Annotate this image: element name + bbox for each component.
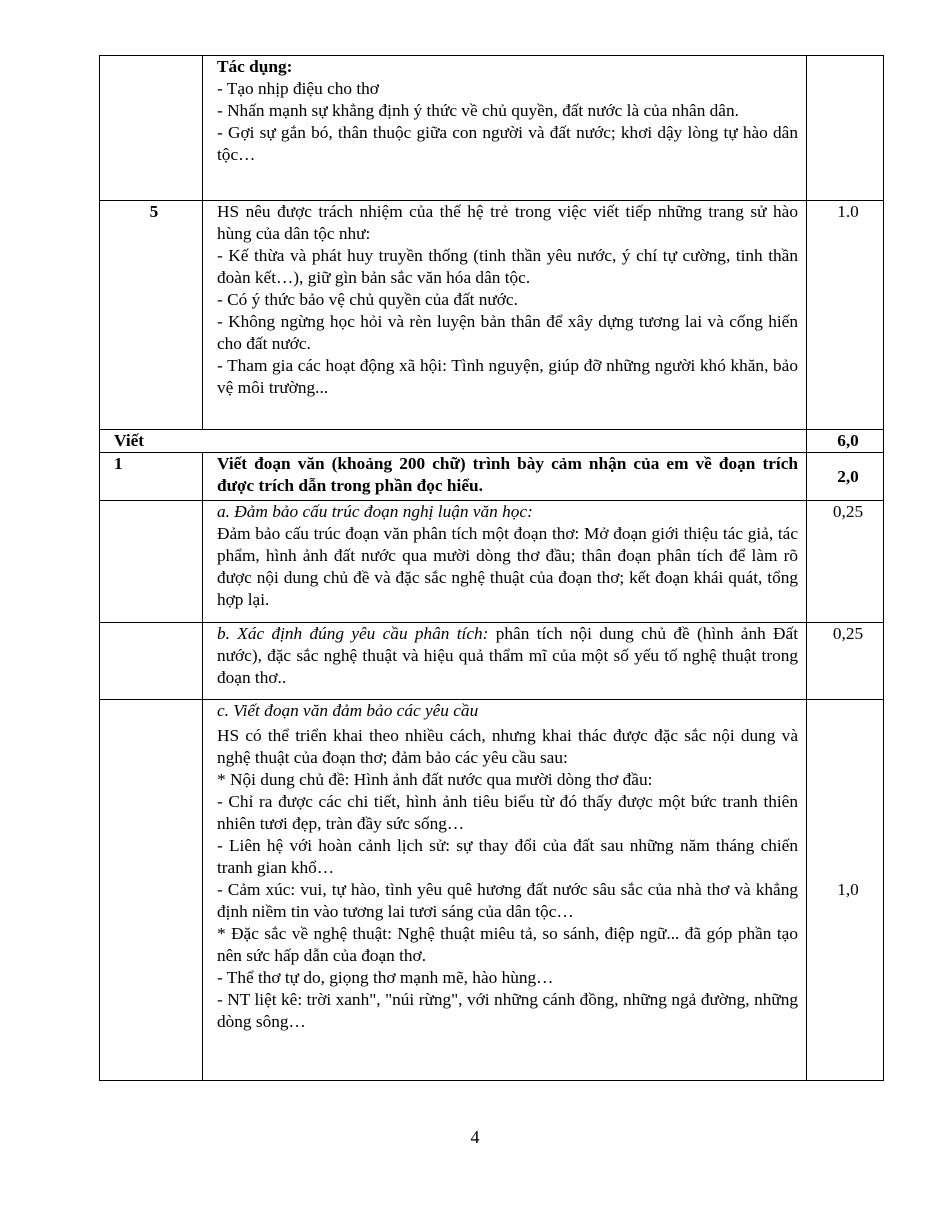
- criterion-cell: [203, 501, 807, 623]
- section-score: 6,0: [807, 430, 884, 453]
- criterion-cell: [203, 700, 807, 1081]
- criterion-b-title: b. Xác định đúng yêu cầu phân tích:: [217, 624, 489, 643]
- table-row-criterion-b: [100, 623, 884, 700]
- table-row-tac-dung: [100, 56, 884, 201]
- criterion-a-text: Đảm bảo cấu trúc đoạn văn phân tích một đoạn thơ: Mở đoạn giới thiệu tác giả, tác phẩm, hình ảnh đất nước qua mười dòng thơ đầu; thân đoạn phân tích để làm rõ được nội dung chủ đề và đặc sắc nghệ thuật của đoạn thơ; kết đoạn khái quát, tổng hợp lại.: [217, 524, 798, 609]
- empty-cell: [100, 501, 203, 623]
- criterion-c-line: * Nội dung chủ đề: Hình ảnh đất nước qua mười dòng thơ đầu:: [217, 770, 653, 789]
- table-row-question-1: [100, 453, 884, 501]
- q5-line: - Có ý thức bảo vệ chủ quyền của đất nước.: [217, 290, 518, 309]
- answer-key-table: [99, 55, 884, 1081]
- tac-dung-heading: Tác dụng:: [217, 57, 293, 76]
- tac-dung-line: - Tạo nhịp điệu cho thơ: [217, 79, 379, 98]
- answer-cell: [203, 56, 807, 201]
- criterion-b-text: phân tích nội dung chủ đề (hình ảnh Đất nước), đặc sắc nghệ thuật và hiệu quả thẩm mĩ của một số yếu tố nghệ thuật trong đoạn thơ..: [217, 624, 798, 687]
- tac-dung-line: - Gợi sự gắn bó, thân thuộc giữa con người và đất nước; khơi dậy lòng tự hào dân tộc…: [217, 123, 798, 164]
- criterion-c-line: - NT liệt kê: trời xanh", "núi rừng", với những cánh đồng, những ngả đường, những dòng sông…: [217, 990, 798, 1031]
- answer-cell: [203, 201, 807, 430]
- table-row-criterion-c: [100, 700, 884, 1081]
- score-cell: [807, 56, 884, 201]
- score: 1.0: [807, 201, 884, 430]
- criterion-c-line: * Đặc sắc về nghệ thuật: Nghệ thuật miêu tả, so sánh, điệp ngữ... đã góp phần tạo nên sức hấp dẫn của đoạn thơ.: [217, 924, 798, 965]
- question-title: [203, 453, 807, 501]
- q5-line: - Không ngừng học hỏi và rèn luyện bản thân để xây dựng tương lai và cống hiến cho đất nước.: [217, 312, 798, 353]
- criterion-c-line: HS có thể triển khai theo nhiều cách, nhưng khai thác được đặc sắc nội dung và nghệ thuật của đoạn thơ; đảm bảo các yêu cầu sau:: [217, 726, 798, 767]
- criterion-a-score: 0,25: [807, 501, 884, 623]
- criterion-c-title: c. Viết đoạn văn đảm bảo các yêu cầu: [217, 701, 479, 720]
- tac-dung-line: - Nhấn mạnh sự khẳng định ý thức về chủ quyền, đất nước là của nhân dân.: [217, 101, 739, 120]
- q5-line: - Tham gia các hoạt động xã hội: Tình nguyện, giúp đỡ những người khó khăn, bảo vệ môi trường...: [217, 356, 798, 397]
- question-number: 1: [100, 453, 203, 501]
- table-row-section-viet: [100, 430, 884, 453]
- page-number: 4: [470, 1127, 480, 1147]
- empty-cell: [100, 623, 203, 700]
- question-number-cell: [100, 56, 203, 201]
- criterion-cell: [203, 623, 807, 700]
- criterion-a-title: a. Đảm bảo cấu trúc đoạn nghị luận văn học:: [217, 502, 533, 521]
- criterion-c-line: - Chỉ ra được các chi tiết, hình ảnh tiêu biểu từ đó thấy được một bức tranh thiên nhiên tươi đẹp, tràn đầy sức sống…: [217, 792, 798, 833]
- table-row-question-5: [100, 201, 884, 430]
- criterion-c-line: - Liên hệ với hoàn cảnh lịch sử: sự thay đổi của đất sau những năm tháng chiến tranh gian khổ…: [217, 836, 798, 877]
- criterion-c-line: - Thể thơ tự do, giọng thơ mạnh mẽ, hào hùng…: [217, 968, 554, 987]
- question-title-text: Viết đoạn văn (khoảng 200 chữ) trình bày cảm nhận của em về đoạn trích được trích dẫn trong phần đọc hiểu.: [217, 454, 798, 495]
- q5-line: - Kế thừa và phát huy truyền thống (tinh thần yêu nước, ý chí tự cường, tinh thần đoàn kết…), giữ gìn bản sắc văn hóa dân tộc.: [217, 246, 798, 287]
- question-number: 5: [100, 201, 203, 430]
- question-score: 2,0: [807, 453, 884, 501]
- q5-line: HS nêu được trách nhiệm của thế hệ trẻ trong việc viết tiếp những trang sử hào hùng của dân tộc như:: [217, 202, 798, 243]
- empty-cell: [100, 700, 203, 1081]
- table-row-criterion-a: [100, 501, 884, 623]
- criterion-b-score: 0,25: [807, 623, 884, 700]
- criterion-c-line: - Cảm xúc: vui, tự hào, tình yêu quê hương đất nước sâu sắc của nhà thơ và khẳng định niềm tin vào tương lai tươi sáng của dân tộc…: [217, 880, 798, 921]
- section-label: Viết: [100, 430, 807, 453]
- criterion-c-score: 1,0: [807, 700, 884, 1081]
